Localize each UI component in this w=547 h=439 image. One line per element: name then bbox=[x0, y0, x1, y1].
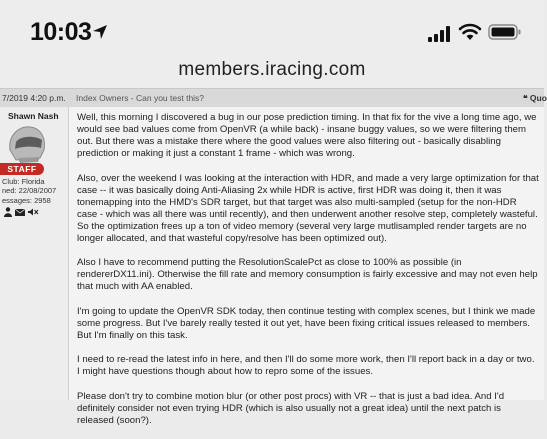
profile-icon[interactable] bbox=[4, 207, 12, 217]
address-bar[interactable] bbox=[0, 56, 544, 88]
cellular-signal-icon bbox=[428, 26, 452, 42]
staff-badge: STAFF bbox=[0, 163, 44, 175]
post-body bbox=[69, 107, 544, 426]
author-joined: ned: 22/08/2007 bbox=[2, 186, 57, 196]
post-date: 7/2019 4:20 p.m. bbox=[2, 93, 66, 103]
battery-icon bbox=[488, 24, 522, 40]
wifi-icon bbox=[458, 23, 482, 41]
location-arrow-icon bbox=[92, 24, 108, 40]
message-icon[interactable] bbox=[15, 209, 25, 216]
url-text[interactable]: members.iracing.com bbox=[178, 59, 366, 80]
user-action-icons bbox=[4, 207, 40, 217]
post-paragraph: I need to re-read the latest info in here, and then I'll do some more work, then I'll report back in a day or two. I might have questions though about how to repro some of the issues. bbox=[77, 354, 535, 377]
author-panel bbox=[0, 107, 69, 400]
post-paragraph: Please don't try to combine motion blur (or other post procs) with VR -- that is just a bad idea. And I'd definitely consider not even trying HDR (which is also usually not a great idea) until the next patch is released (soon?). bbox=[77, 390, 505, 426]
status-clock: 10:03 bbox=[30, 18, 92, 46]
status-bar bbox=[0, 0, 544, 56]
author-club: Club: Florida bbox=[2, 177, 45, 186]
quote-button[interactable]: ❝ Quo bbox=[523, 93, 547, 103]
post-text bbox=[77, 112, 539, 439]
post-paragraph: I'm going to update the OpenVR SDK today, then continue testing with complex scenes, but I think we made some progress. But I've barely really tested it out yet, have been fixing critical issues released to members. But I'm finally on this task. bbox=[77, 305, 536, 341]
post-subject: Index Owners - Can you test this? bbox=[76, 93, 205, 103]
post-paragraph: Well, this morning I discovered a bug in our pose prediction timing. In that fix for the vive a long time ago, we would see bad values come from OpenVR (a while back) - insane buggy values, so we were filtering them out. But there was a mistake there where the good values were also filtering out - basically disabling prediction or making it just a constant 1 frame - which was wrong. bbox=[77, 112, 537, 159]
post-header bbox=[0, 88, 547, 108]
author-name[interactable]: Shawn Nash bbox=[8, 111, 59, 121]
mute-icon[interactable] bbox=[28, 209, 38, 216]
author-messages: essages: 2958 bbox=[2, 195, 51, 205]
post-paragraph: Also I have to recommend putting the ResolutionScalePct as close to 100% as possible (in rendererDX11.ini). Otherwise the fill rate and memory consumption is fairly excessive and may not even help that much with AA enabled. bbox=[77, 257, 538, 292]
helmet-avatar-icon bbox=[6, 124, 48, 164]
post-paragraph: Also, over the weekend I was looking at the interaction with HDR, and made a very large optimization for that case -- it was basically doing Anti-Aliasing 2x while HDR is active, first HDR was doing it, then it was tonemapping into the HMD's SDR target, but that target was also multi-sampled (setup for the non-HDR case - which was all there was until recently), and then underwent another resolve step, completely wasteful. So the optimization frees up a ton of video memory (several very large mutlisampled render targets are no longer allocated, and that wasteful copy/resolve has been optimized out). bbox=[77, 172, 539, 244]
author-meta bbox=[2, 177, 56, 205]
